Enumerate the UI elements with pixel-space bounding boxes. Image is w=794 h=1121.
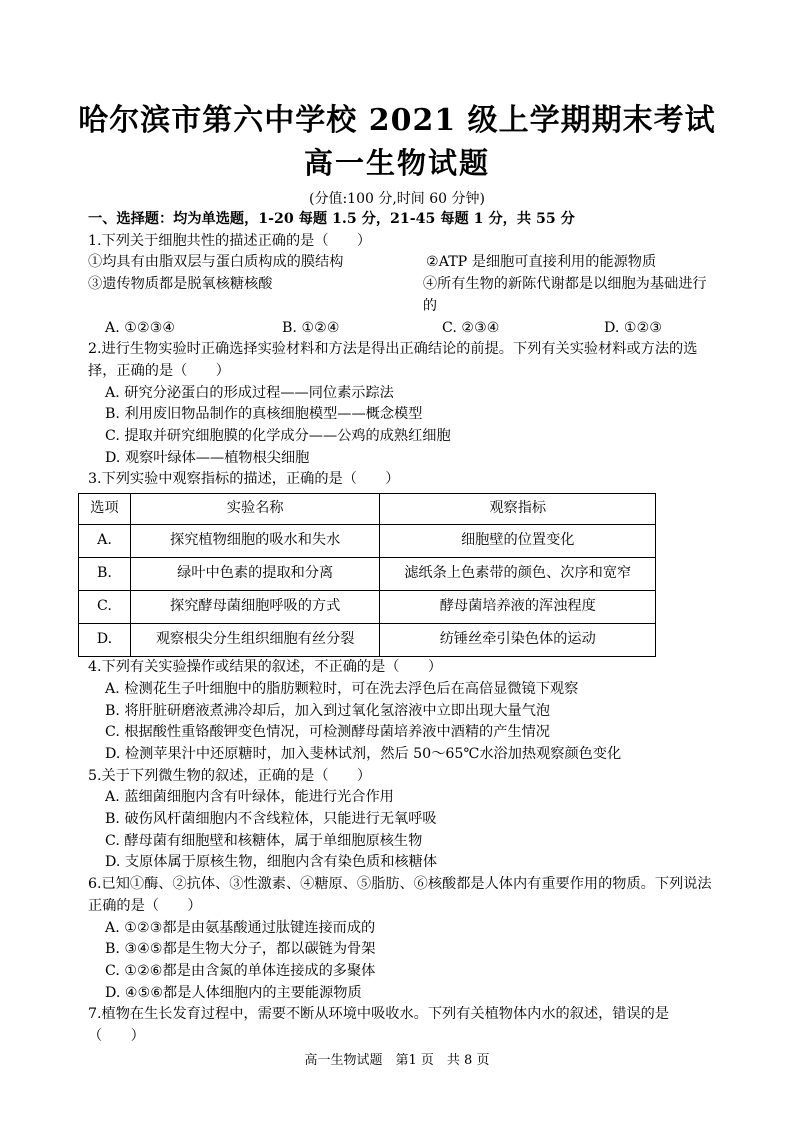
q2-option-d[interactable]: D. 观察叶绿体——植物根尖细胞	[105, 449, 310, 466]
section-heading: 一、选择题：均为单选题，1-20 每题 1.5 分，21-45 每题 1 分，共 55 分	[88, 211, 575, 227]
table-cell: 观察根尖分生组织细胞有丝分裂	[130, 624, 380, 657]
table-header-cell: 选项	[79, 494, 131, 525]
q2-option-c[interactable]: C. 提取并研究细胞膜的化学成分——公鸡的成熟红细胞	[105, 428, 451, 445]
question-5-stem: 5.关于下列微生物的叙述，正确的是（ ）	[88, 767, 372, 784]
q5-option-a[interactable]: A. 蓝细菌细胞内含有叶绿体，能进行光合作用	[105, 789, 394, 806]
q2-option-a[interactable]: A. 研究分泌蛋白的形成过程——同位素示踪法	[105, 384, 394, 401]
question-7-stem: 7.植物在生长发育过程中，需要不断从环境中吸收水。下列有关植物体内水的叙述，错误的是（ ）	[88, 1006, 670, 1045]
q1-statement-3: ③遗传物质都是脱氧核糖核酸	[88, 276, 273, 293]
table-cell: 细胞壁的位置变化	[380, 525, 656, 558]
table-cell: A.	[79, 525, 131, 558]
table-cell: 探究酵母菌细胞呼吸的方式	[130, 591, 380, 624]
q1-option-c[interactable]: C. ②③④	[442, 319, 500, 336]
question-4-stem: 4.下列有关实验操作或结果的叙述，不正确的是（ ）	[88, 659, 443, 676]
table-cell: C.	[79, 591, 131, 624]
q1-statement-2: ②ATP 是细胞可直接利用的能源物质	[426, 254, 657, 271]
question-1-statements-row1	[88, 252, 718, 274]
q4-option-b[interactable]: B. 将肝脏研磨液煮沸冷却后，加入到过氧化氢溶液中立即出现大量气泡	[105, 702, 551, 719]
q6-option-a[interactable]: A. ①②③都是由氨基酸通过肽键连接而成的	[105, 919, 376, 936]
table-row	[79, 558, 656, 591]
q4-option-d[interactable]: D. 检测苹果汁中还原糖时，加入斐林试剂，然后 50～65℃水浴加热观察颜色变化	[105, 745, 622, 762]
q5-option-c[interactable]: C. 酵母菌有细胞壁和核糖体，属于单细胞原核生物	[105, 832, 423, 849]
q2-option-b[interactable]: B. 利用废旧物品制作的真核细胞模型——概念模型	[105, 406, 423, 423]
table-row	[79, 591, 656, 624]
table-header-cell: 观察指标	[380, 494, 656, 525]
q1-statement-4: ④所有生物的新陈代谢都是以细胞为基础进行的	[422, 276, 707, 314]
table-row	[79, 624, 656, 657]
exam-subtitle: 高一生物试题	[303, 146, 490, 180]
q5-option-b[interactable]: B. 破伤风杆菌细胞内不含线粒体，只能进行无氧呼吸	[105, 811, 437, 828]
question-1-options	[88, 318, 718, 340]
q4-option-a[interactable]: A. 检测花生子叶细胞中的脂肪颗粒时，可在洗去浮色后在高倍显微镜下观察	[105, 680, 579, 697]
table-header-row	[79, 494, 656, 525]
table-header-cell: 实验名称	[130, 494, 380, 525]
q5-option-d[interactable]: D. 支原体属于原核生物，细胞内含有染色质和核糖体	[105, 854, 438, 871]
exam-content	[88, 209, 718, 1048]
table-row	[79, 525, 656, 558]
table-cell: D.	[79, 624, 131, 657]
question-3-stem: 3.下列实验中观察指标的描述，正确的是（ ）	[88, 471, 400, 488]
question-2-stem: 2.进行生物实验时正确选择实验材料和方法是得出正确结论的前提。下列有关实验材料或方法的选择，正确的是（ ）	[88, 341, 698, 379]
table-cell: 纺锤丝牵引染色体的运动	[380, 624, 656, 657]
table-cell: 酵母菌培养液的浑浊程度	[380, 591, 656, 624]
q4-option-c[interactable]: C. 根据酸性重铬酸钾变色情况，可检测酵母菌培养液中酒精的产生情况	[105, 724, 550, 741]
exam-title: 哈尔滨市第六中学校 2021 级上学期期末考试	[78, 103, 716, 138]
table-cell: 绿叶中色素的提取和分离	[130, 558, 380, 591]
q6-option-b[interactable]: B. ③④⑤都是生物大分子，都以碳链为骨架	[105, 941, 376, 958]
q6-option-c[interactable]: C. ①②⑥都是由含氮的单体连接成的多聚体	[105, 962, 376, 979]
question-6-stem: 6.已知①酶、②抗体、③性激素、④糖原、⑤脂肪、⑥核酸都是人体内有重要作用的物质。下列说法正确的是（ ）	[88, 876, 712, 914]
question-3-table	[78, 493, 656, 657]
table-cell: 探究植物细胞的吸水和失水	[130, 525, 380, 558]
question-1-stem: 1.下列关于细胞共性的描述正确的是（ ）	[88, 232, 372, 249]
page-footer: 高一生物试题 第1 页 共 8 页	[304, 1053, 490, 1068]
table-cell: B.	[79, 558, 131, 591]
q1-option-d[interactable]: D. ①②③	[604, 319, 663, 336]
question-1-statements-row2	[88, 274, 718, 317]
q6-option-d[interactable]: D. ④⑤⑥都是人体细胞内的主要能源物质	[105, 984, 362, 1001]
q1-option-a[interactable]: A. ①②③④	[105, 319, 176, 336]
exam-meta: (分值:100 分,时间 60 分钟)	[309, 191, 485, 207]
table-cell: 滤纸条上色素带的颜色、次序和宽窄	[380, 558, 656, 591]
q1-statement-1: ①均具有由脂双层与蛋白质构成的膜结构	[88, 254, 344, 271]
q1-option-b[interactable]: B. ①②④	[282, 319, 340, 336]
